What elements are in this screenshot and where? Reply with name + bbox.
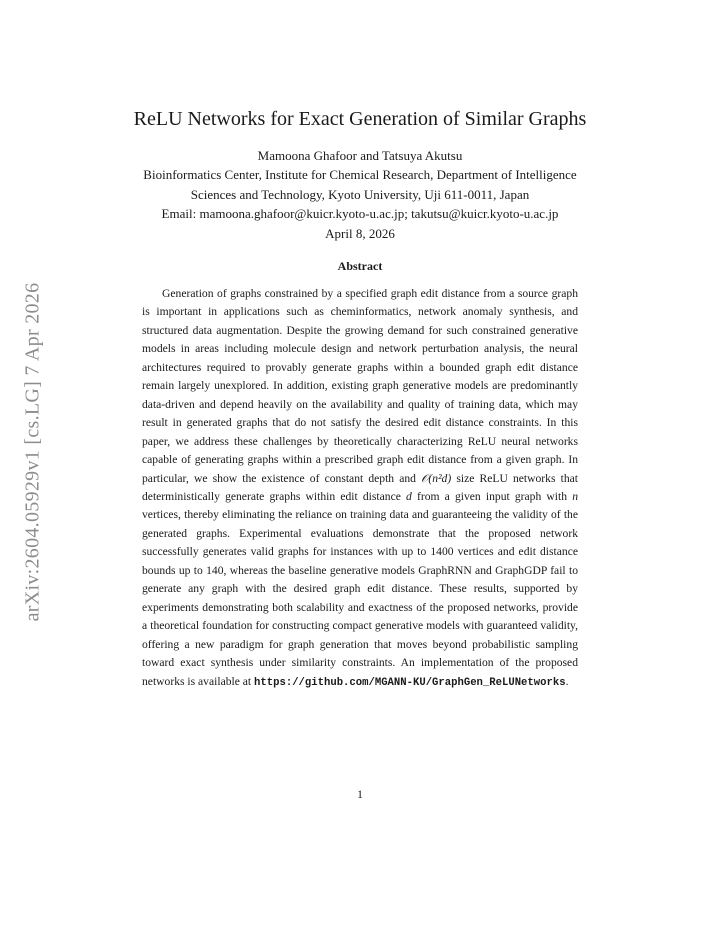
- paper-date: April 8, 2026: [325, 226, 395, 241]
- affiliation-line-1: Bioinformatics Center, Institute for Chemical Research, Department of Intelligence: [143, 167, 577, 182]
- variable-d: d: [406, 489, 412, 503]
- abstract-heading: Abstract: [337, 259, 383, 273]
- code-repository-link[interactable]: https://github.com/MGANN-KU/GraphGen_ReLUNetworks: [254, 676, 566, 689]
- email-line: Email: mamoona.ghafoor@kuicr.kyoto-u.ac.jp; takutsu@kuicr.kyoto-u.ac.jp: [161, 206, 559, 221]
- affiliation-line-2: Sciences and Technology, Kyoto University, Uji 611-0011, Japan: [190, 187, 530, 202]
- abstract-text-1: Generation of graphs constrained by a specified graph edit distance from a source graph is important in applications such as cheminformatics, network anomaly synthesis, and structured data augmentation. Despite the growing demand for such constrained generative models in areas including molecule design and network perturbation analysis, the neural architectures required to provably generate graphs within a bounded graph edit distance remain largely unexplored. In addition, existing graph generative models are predominantly data-driven and depend heavily on the availability and quality of training data, which may result in generated graphs that do not satisfy the desired edit distance constraints. In this paper, we address these challenges by theoretically characterizing ReLU neural networks capable of generating graphs within a prescribed graph edit distance from a given graph. In particular, we show the existence of constant depth and: [142, 287, 578, 485]
- abstract-text-4: vertices, thereby eliminating the reliance on training data and guaranteeing the validity of the generated graphs. Experimental evaluations demonstrate that the proposed network successfully generates valid graphs for instances with up to 1400 vertices and edit distance bounds up to 140, whereas the baseline generative models GraphRNN and GraphGDP fail to generate any graph with the desired graph edit distance. These results, supported by experiments demonstrating both scalability and exactness of the proposed networks, provide a theoretical foundation for constructing compact generative models with guaranteed validity, offering a new paradigm for graph generation that moves beyond probabilistic sampling toward exact synthesis under similarity constraints. An implementation of the proposed networks is available at: [142, 508, 578, 688]
- abstract-text-3: from a given input graph with: [411, 489, 573, 503]
- abstract-text-2: size ReLU networks that deterministically generate graphs within edit distance: [142, 471, 578, 503]
- authors: Mamoona Ghafoor and Tatsuya Akutsu: [257, 148, 463, 163]
- variable-n: n: [572, 489, 578, 503]
- abstract-text-end: .: [565, 674, 569, 688]
- paper-title: ReLU Networks for Exact Generation of Similar Graphs: [133, 108, 587, 130]
- page-number: 1: [357, 787, 363, 801]
- complexity-expression: 𝒪(n²d): [421, 471, 452, 485]
- abstract-body: [142, 285, 578, 692]
- arxiv-identifier-stamp: arXiv:2604.05929v1 [cs.LG] 7 Apr 2026: [21, 282, 44, 622]
